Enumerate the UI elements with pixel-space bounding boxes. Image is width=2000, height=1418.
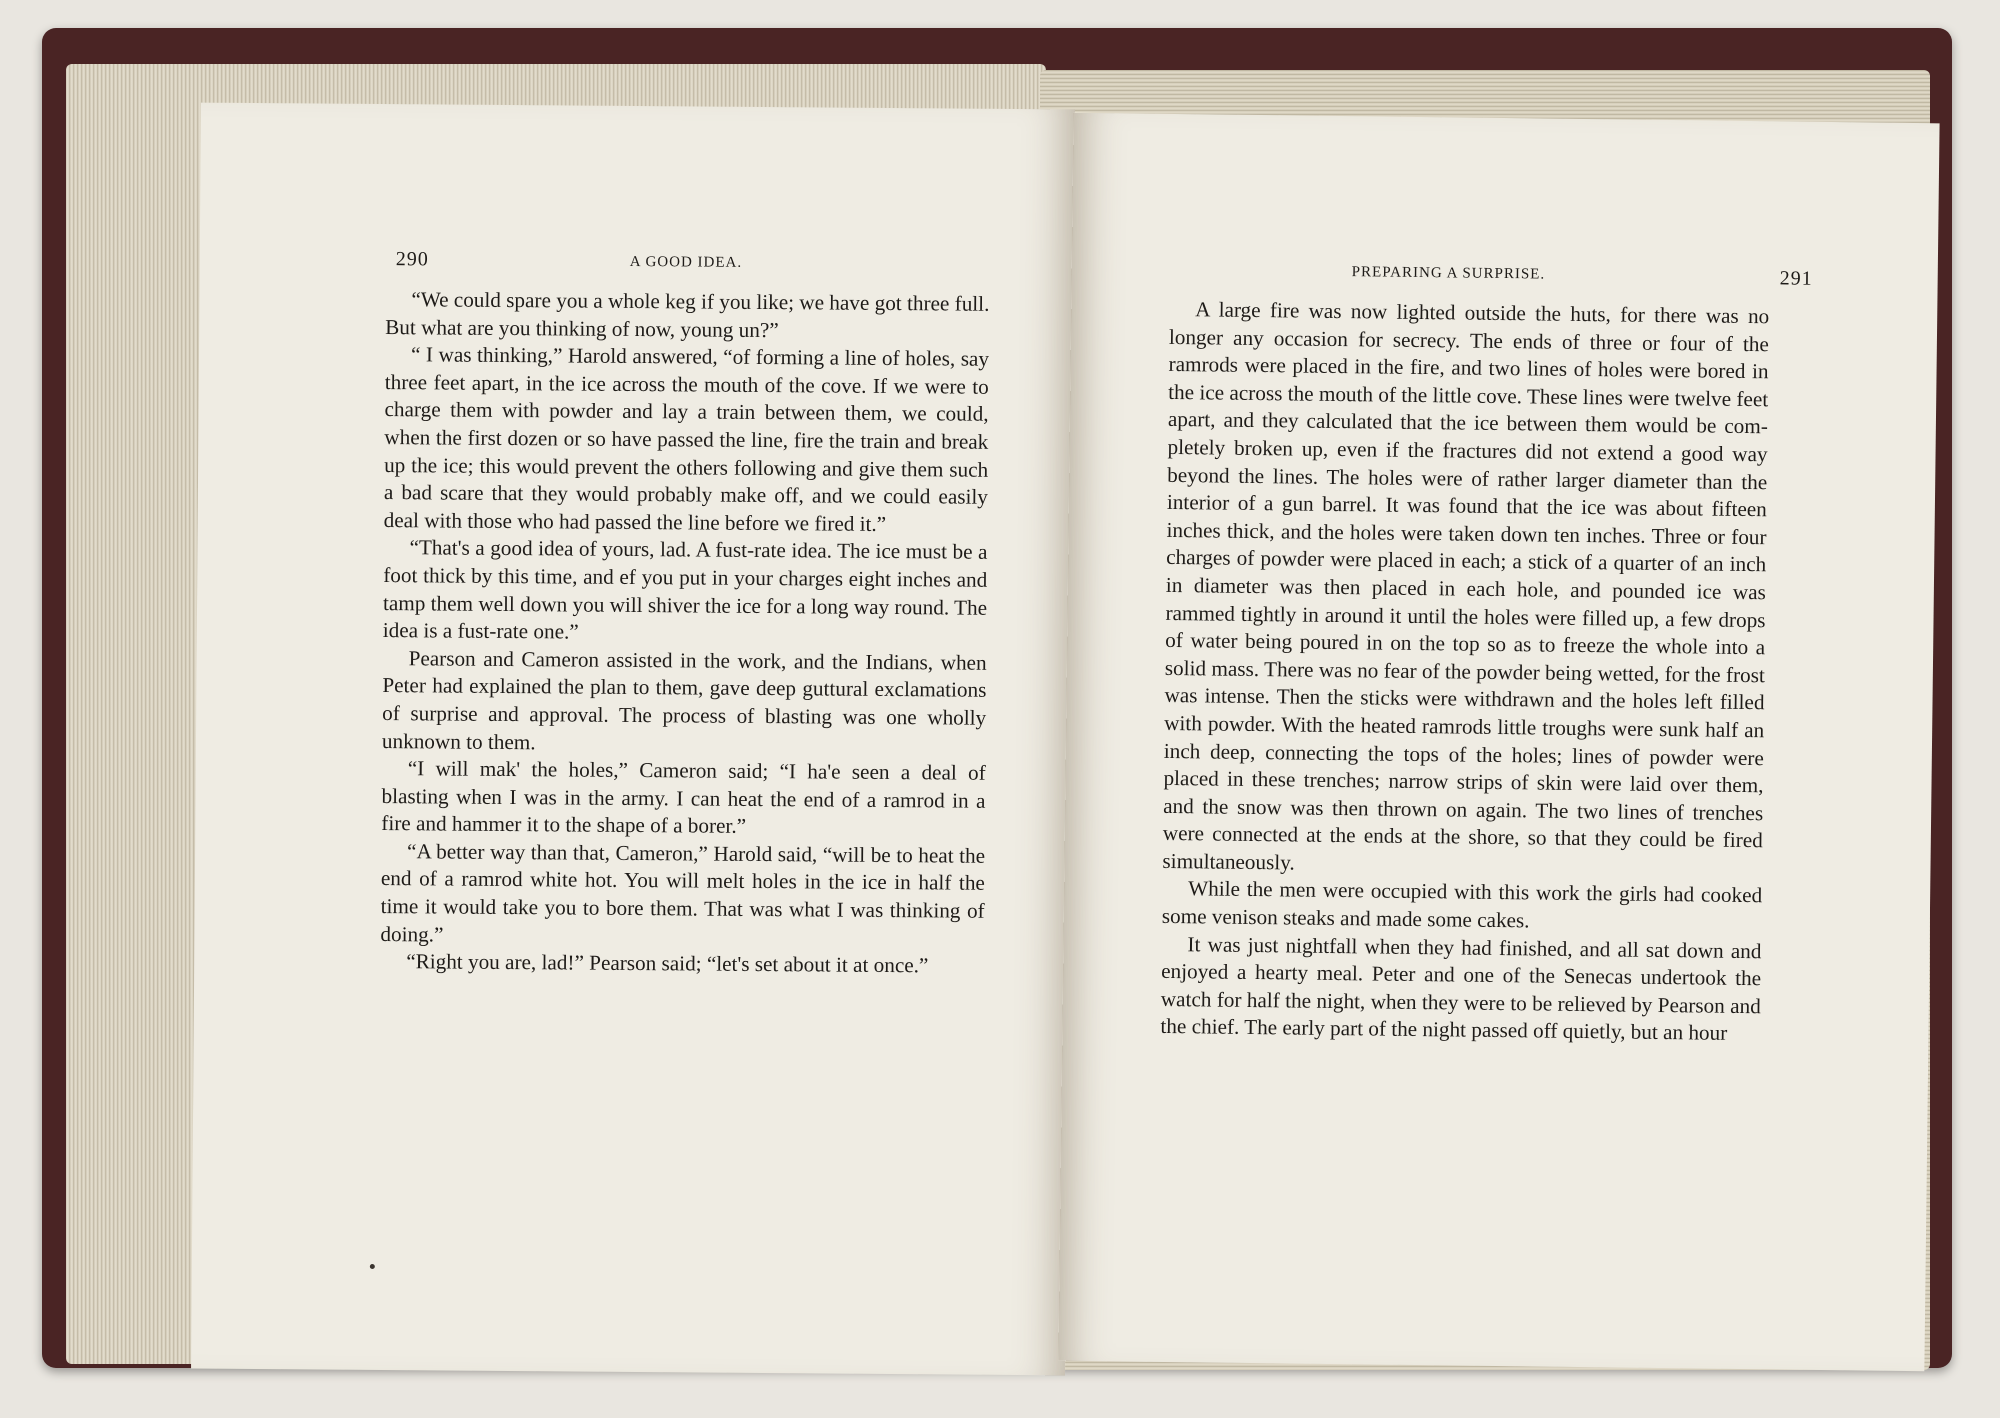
- paragraph: “That's a good idea of yours, lad. A fust-rate idea. The ice must be a foot thick by this time, and ef you put in your charges eight inches and tamp them well down you will shiver the ice for a long way round. The idea is a fust-rate one.”: [382, 535, 988, 644]
- right-page-number: 291: [1779, 267, 1813, 290]
- paragraph: “Right you are, lad!” Pearson said; “let's set about it at once.”: [406, 949, 929, 978]
- paragraph: It was just nightfall when they had finished, and all sat down and enjoyed a hearty meal. Peter and one of the Senecas undertook the watch for half the night, when they were to be relieved by Pearson and the chief. The early part of the night passed off quietly, but an hour: [1160, 931, 1762, 1046]
- paragraph: “A better way than that, Cameron,” Harold said, “will be to heat the end of a ramrod white hot. You will melt holes in the ice in half the time it would take you to bore them. That was what I was thinking of doing.”: [380, 839, 986, 947]
- left-running-head: A GOOD IDEA.: [629, 253, 743, 271]
- left-page-body: [380, 286, 989, 981]
- left-page: [191, 103, 1075, 1376]
- left-page-header: [200, 248, 1074, 288]
- paragraph: While the men were occupied with this work the girls had cooked some venison steaks and made some cakes.: [1161, 876, 1763, 933]
- right-page-body: [1160, 296, 1769, 1048]
- right-running-head: PREPARING A SURPRISE.: [1351, 264, 1546, 283]
- paragraph: “We could spare you a whole keg if you like; we have got three full. But what are you thinking of now, young un?”: [385, 287, 990, 342]
- paragraph: Pearson and Cameron assisted in the work, and the Indians, when Peter had explained the plan to them, gave deep guttural exclamations of surprise and approval. The process of blasting was one wholly unknown to them.: [381, 645, 987, 754]
- right-page-header: [1071, 261, 1937, 302]
- paragraph: A large fire was now lighted outside the huts, for there was no longer any occasion for secrecy. The ends of three or four of the ramrods were placed in the fire, and two lines of holes were bored in the ice across the mouth of the little cove. These lines were twelve feet apart, and they calculated that the ice between them would be completely broken up, even if the fractures did not extend a good way beyond the lines. The holes were of rather larger diameter than the interior of a gun barrel. It was found that the ice was about fifteen inches thick, and the holes were taken down ten inches. Three or four charges of powder were placed in each; a stick of a quarter of an inch in diameter was then placed in each hole, and pounded ice was rammed tightly in around it until the holes were filled up, a few drops of water being poured in on the top so as to freeze the whole into a solid mass. There was no fear of the powder being wetted, for the frost was intense. Then the sticks were withdrawn and the holes left filled with powder. With the heated ramrods little troughs were sunk half an inch deep, connecting the tops of the holes; lines of powder were placed in these trenches; narrow strips of skin were laid over them, and the snow was then thrown on again. The two lines of trenches were connected at the ends at the shore, so that they could be fired simultaneously.: [1162, 297, 1770, 875]
- paragraph: “ I was thinking,” Harold answered, “of forming a line of holes, say three feet apart, in the ice across the mouth of the cove. If we were to charge them with powder and lay a train between them, we could, when the first dozen or so have passed the line, fire the train and break up the ice; this would prevent the others following and give them such a bad scare that they would probably make off, and we could easily deal with those who had passed the line before we fired it.”: [383, 342, 990, 536]
- ink-speck: [370, 1264, 375, 1269]
- left-page-number: 290: [395, 248, 429, 271]
- paragraph: “I will mak' the holes,” Cameron said; “I ha'e seen a deal of blasting when I was in the army. I can heat the end of a ramrod in a fire and hammer it to the shape of a borer.”: [381, 756, 986, 839]
- right-page: [1058, 113, 1939, 1371]
